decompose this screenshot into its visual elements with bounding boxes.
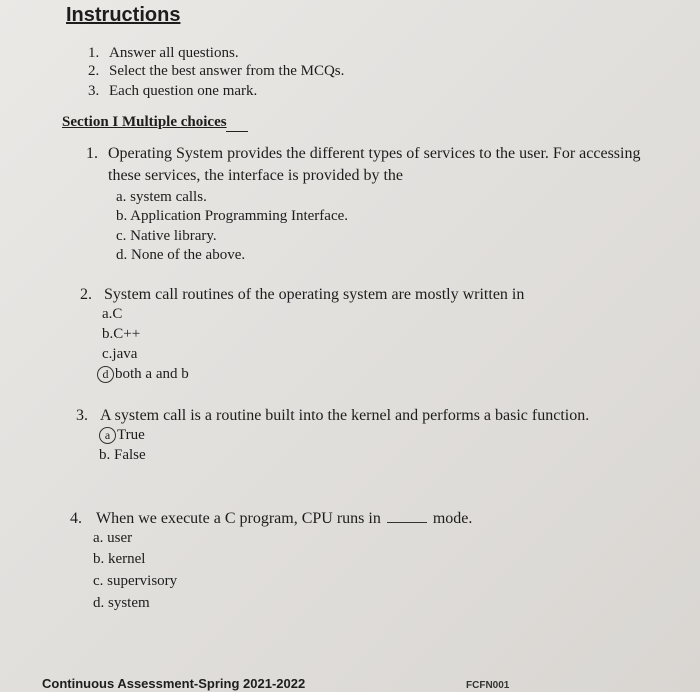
question-number: 1. <box>86 145 98 162</box>
section-underline <box>226 131 248 132</box>
answer-option: a. user <box>93 530 133 546</box>
answer-option: a.C <box>102 306 123 322</box>
answer-option: c. Native library. <box>116 228 217 244</box>
answer-option: a. system calls. <box>116 189 207 205</box>
question-number: 3. <box>76 407 88 424</box>
instructions-title: Instructions <box>66 4 181 26</box>
question-text: System call routines of the operating system are mostly written in <box>104 286 525 303</box>
question-number: 4. <box>70 510 82 527</box>
answer-option: c. supervisory <box>93 573 178 589</box>
question-text: A system call is a routine built into the kernel and performs a basic function. <box>100 407 590 424</box>
question-text: these services, the interface is provided by the <box>108 167 403 184</box>
selected-answer-option: d both a and b <box>97 366 189 383</box>
answer-option: b. kernel <box>93 551 146 567</box>
answer-option: d. system <box>93 595 150 611</box>
selected-answer-option: a True <box>99 427 145 444</box>
answer-option: b.C++ <box>102 326 141 342</box>
instruction-item: 2. Select the best answer from the MCQs. <box>88 63 345 79</box>
footer-code: FCFN001 <box>466 680 510 691</box>
question-text: Operating System provides the different types of services to the user. For accessing <box>108 145 641 162</box>
section-title: Section I Multiple choices <box>62 114 227 130</box>
instruction-item: 3. Each question one mark. <box>88 83 258 99</box>
question-text: When we execute a C program, CPU runs in mode. <box>96 510 473 527</box>
answer-option: b. Application Programming Interface. <box>116 208 349 224</box>
fill-in-blank <box>387 510 427 523</box>
circled-answer-mark: a <box>99 427 116 444</box>
question-number: 2. <box>80 286 92 303</box>
answer-option: c.java <box>102 346 138 362</box>
answer-option: d. None of the above. <box>116 247 246 263</box>
answer-option: b. False <box>99 447 146 463</box>
instruction-item: 1. Answer all questions. <box>88 45 239 61</box>
footer-course-info: Continuous Assessment-Spring 2021-2022 <box>42 676 306 691</box>
circled-answer-mark: d <box>97 366 114 383</box>
